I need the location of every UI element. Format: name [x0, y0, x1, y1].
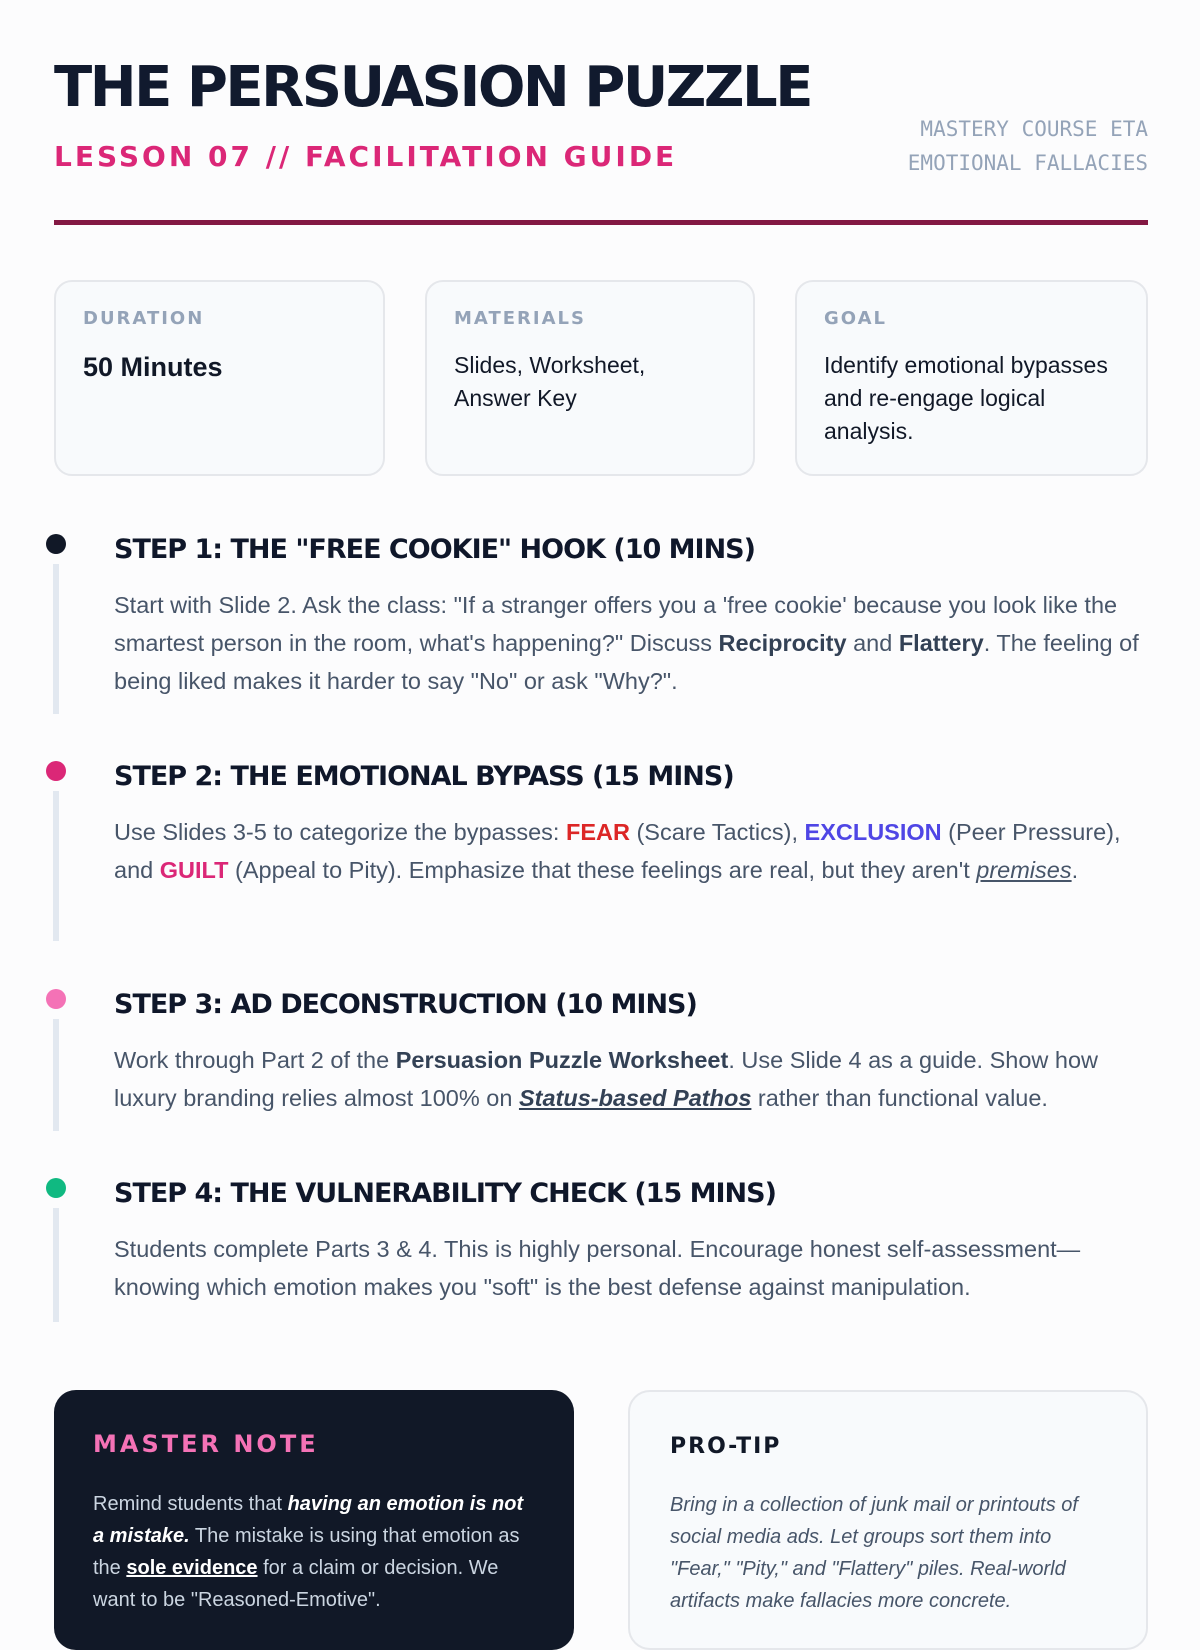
lesson-subtitle: LESSON 07 // FACILITATION GUIDE — [54, 140, 678, 173]
duration-card — [54, 280, 385, 476]
step-1-text: . The feeling of being liked makes it harder to say "No" or ask "Why?". — [114, 630, 1139, 694]
step-1-dot — [46, 534, 66, 554]
master-note-text: for a claim or decision. We want to be "Reasoned-Emotive". — [93, 1557, 499, 1611]
step-1-title: STEP 1: THE "FREE COOKIE" HOOK (10 MINS) — [114, 534, 755, 565]
pro-tip-body: Bring in a collection of junk mail or printouts of social media ads. Let groups sort them into "Fear," "Pity," and "Flattery" piles. Real-world artifacts make fallacies more concrete. — [670, 1494, 1078, 1612]
step-2-text: (Peer Pressure), and — [114, 819, 1121, 883]
step-2-text: (Appeal to Pity). Emphasize that these feelings are real, but they aren't — [228, 857, 977, 883]
step-4-line — [53, 1208, 59, 1322]
step-4-body: Students complete Parts 3 & 4. This is highly personal. Encourage honest self-assessment—knowing which emotion makes you "soft" is the best defense against manipulation. — [114, 1236, 1081, 1300]
status-pathos-term: Status-based Pathos — [518, 1085, 752, 1111]
step-2-line — [53, 791, 59, 941]
worksheet-term: Persuasion Puzzle Worksheet — [395, 1047, 729, 1073]
step-2-body — [114, 813, 1154, 889]
step-3-line — [53, 1019, 59, 1131]
goal-card — [795, 280, 1148, 476]
master-note-text: The mistake is using that emotion as the — [93, 1525, 520, 1579]
reciprocity-term: Reciprocity — [718, 630, 847, 656]
master-note-emphasis: having an emotion is not a mistake. — [93, 1493, 524, 1547]
exclusion-keyword: EXCLUSION — [804, 819, 942, 845]
step-1-body — [114, 586, 1154, 700]
step-3-title: STEP 3: AD DECONSTRUCTION (10 MINS) — [114, 989, 697, 1020]
course-meta-line-1: MASTERY COURSE ETA — [920, 117, 1148, 141]
step-4-dot — [46, 1178, 66, 1198]
step-1-line — [53, 564, 59, 714]
step-timeline — [44, 520, 1154, 1340]
sole-evidence-term: sole evidence — [126, 1557, 258, 1579]
step-2-text: (Scare Tactics), — [629, 819, 805, 845]
flattery-term: Flattery — [898, 630, 984, 656]
step-1-text: Start with Slide 2. Ask the class: "If a stranger offers you a 'free cookie' because you look like the smartest person in the room, what's happening?" Discuss — [114, 592, 1118, 656]
course-meta-line-2: EMOTIONAL FALLACIES — [907, 151, 1148, 175]
pro-tip-panel — [628, 1390, 1148, 1650]
master-note-title: MASTER NOTE — [93, 1430, 319, 1458]
master-note-text: Remind students that — [93, 1493, 288, 1515]
info-cards — [54, 280, 1148, 476]
duration-label: DURATION — [83, 308, 205, 329]
duration-value: 50 Minutes — [83, 352, 223, 382]
fear-keyword: FEAR — [565, 819, 630, 845]
step-2-text: . — [1071, 857, 1079, 883]
page-header — [54, 52, 1148, 228]
step-2-dot — [46, 761, 66, 781]
materials-value: Slides, Worksheet, Answer Key — [454, 352, 646, 411]
master-note-panel — [54, 1390, 574, 1650]
pro-tip-title: PRO-TIP — [670, 1434, 782, 1459]
materials-label: MATERIALS — [454, 308, 586, 329]
step-3-text: . Use Slide 4 as a guide. Show how luxury branding relies almost 100% on — [114, 1047, 1099, 1111]
course-meta — [908, 112, 1148, 180]
master-note-body — [93, 1488, 535, 1616]
step-4-title: STEP 4: THE VULNERABILITY CHECK (15 MINS) — [114, 1178, 776, 1209]
page-title: THE PERSUASION PUZZLE — [54, 55, 811, 120]
step-3-dot — [46, 989, 66, 1009]
materials-card — [425, 280, 755, 476]
guilt-keyword: GUILT — [159, 857, 229, 883]
step-3-text: Work through Part 2 of the — [114, 1047, 396, 1073]
goal-value: Identify emotional bypasses and re-engage logical analysis. — [824, 352, 1108, 444]
step-2-text: Use Slides 3-5 to categorize the bypasses: — [114, 819, 566, 845]
step-3-text: rather than functional value. — [751, 1085, 1048, 1111]
goal-label: GOAL — [824, 308, 887, 329]
step-3-body — [114, 1041, 1154, 1117]
premises-term: premises — [976, 857, 1072, 883]
step-2-title: STEP 2: THE EMOTIONAL BYPASS (15 MINS) — [114, 761, 734, 792]
step-1-text: and — [846, 630, 899, 656]
header-divider — [54, 220, 1148, 225]
